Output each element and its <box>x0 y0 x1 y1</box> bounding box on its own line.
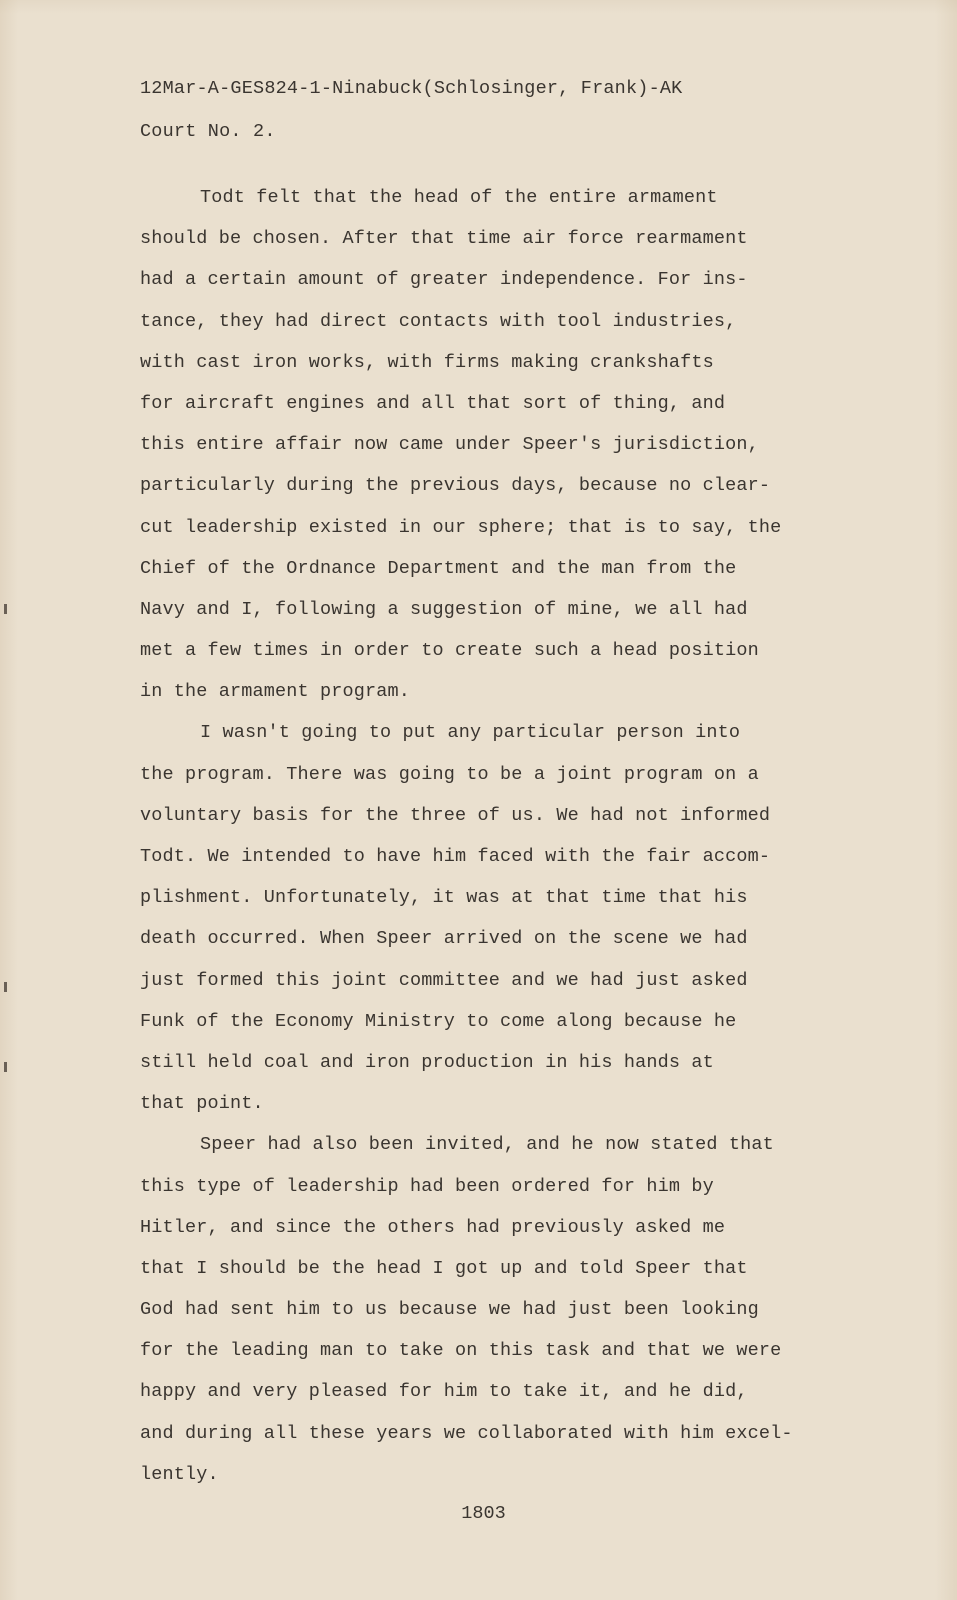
text-line: Navy and I, following a suggestion of mine, we all had <box>140 598 748 620</box>
margin-mark <box>4 982 7 992</box>
text-line: death occurred. When Speer arrived on the scene we had <box>140 928 748 950</box>
text-line: in the armament program. <box>140 681 411 703</box>
text-line: Todt felt that the head of the entire armament <box>200 187 718 208</box>
text-line: tance, they had direct contacts with tool industries, <box>140 310 737 332</box>
text-line: happy and very pleased for him to take it, and he did, <box>140 1381 748 1403</box>
text-line: still held coal and iron production in his hands at <box>140 1051 714 1073</box>
text-line: for the leading man to take on this task and that we were <box>140 1340 782 1362</box>
text-line: that I should be the head I got up and told Speer that <box>140 1257 748 1279</box>
text-line: met a few times in order to create such a head position <box>140 640 759 662</box>
text-line: particularly during the previous days, because no clear- <box>140 475 771 497</box>
text-line: I wasn't going to put any particular person into <box>200 722 741 744</box>
text-line: Funk of the Economy Ministry to come along because he <box>140 1010 737 1032</box>
court-number: Court No. 2. <box>140 121 276 142</box>
text-line: this entire affair now came under Speer's jurisdiction, <box>140 434 759 456</box>
text-line: Hitler, and since the others had previously asked me <box>140 1216 726 1238</box>
text-line: just formed this joint committee and we had just asked <box>140 969 748 991</box>
text-line: the program. There was going to be a joint program on a <box>140 763 759 785</box>
document-body <box>140 177 850 1495</box>
text-line: that point. <box>140 1093 264 1115</box>
text-line: lently. <box>140 1463 219 1485</box>
text-line: for aircraft engines and all that sort of thing, and <box>140 392 726 414</box>
margin-mark <box>4 1062 7 1072</box>
page-number: 1803 <box>461 1503 506 1524</box>
text-line: plishment. Unfortunately, it was at that time that his <box>140 887 748 909</box>
text-line: cut leadership existed in our sphere; that is to say, the <box>140 516 782 538</box>
text-line: this type of leadership had been ordered for him by <box>140 1175 714 1197</box>
text-line: Todt. We intended to have him faced with the fair accom- <box>140 846 771 867</box>
text-line: God had sent him to us because we had just been looking <box>140 1299 759 1321</box>
text-line: voluntary basis for the three of us. We had not informed <box>140 804 771 826</box>
document-reference-header: 12Mar-A-GES824-1-Ninabuck(Schlosinger, Frank)-AK <box>140 78 683 99</box>
text-line: Chief of the Ordnance Department and the man from the <box>140 557 737 579</box>
margin-mark <box>4 604 7 614</box>
text-line: should be chosen. After that time air force rearmament <box>140 228 748 250</box>
text-line: and during all these years we collaborated with him excel- <box>140 1422 793 1444</box>
text-line: with cast iron works, with firms making crankshafts <box>140 351 714 373</box>
text-line: had a certain amount of greater independence. For ins- <box>140 269 748 291</box>
text-line: Speer had also been invited, and he now stated that <box>200 1134 774 1156</box>
